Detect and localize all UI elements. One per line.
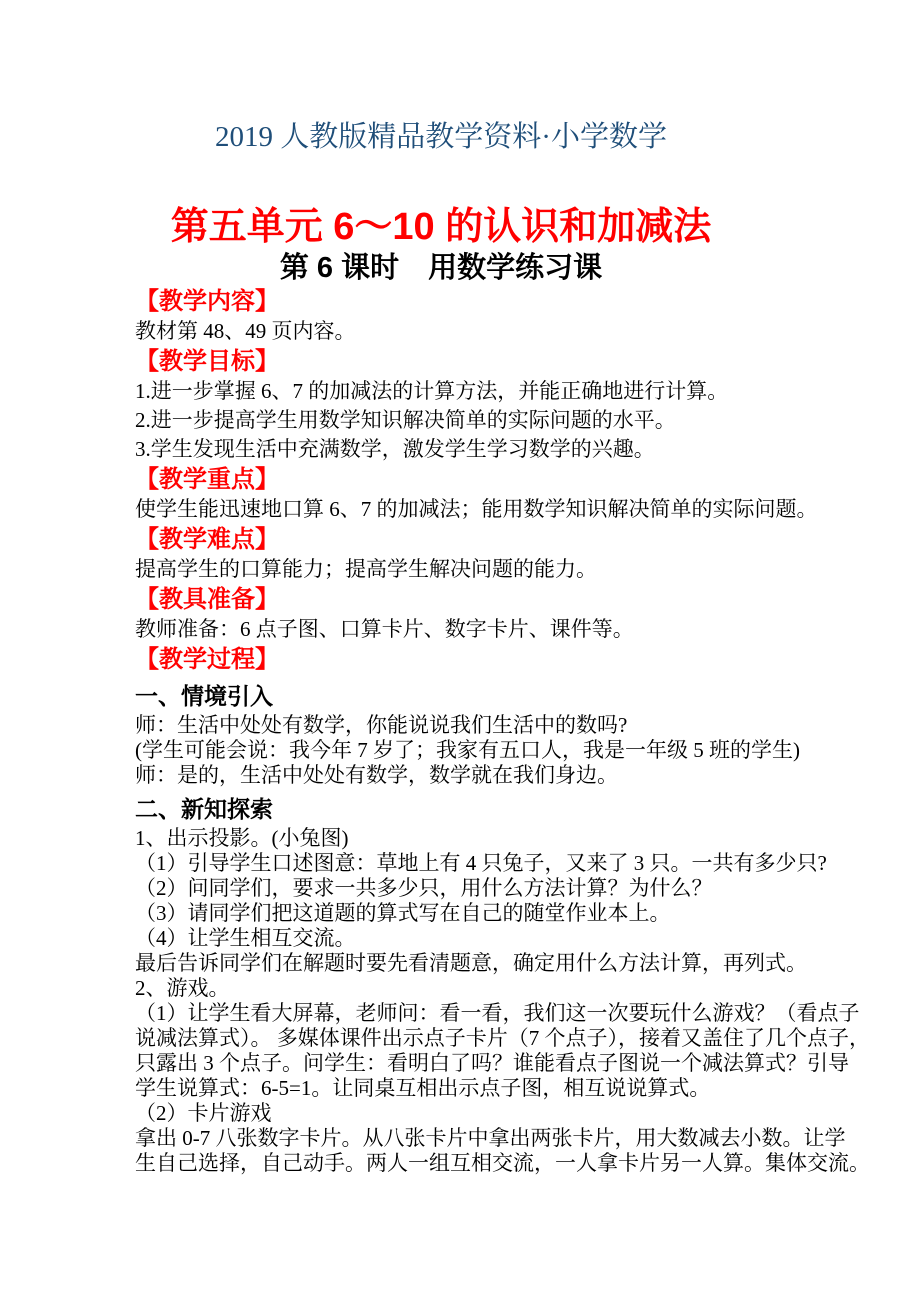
body-line: 3.学生发现生活中充满数学，激发学生学习数学的兴趣。 [135, 437, 655, 461]
body-line: （2）卡片游戏 [135, 1101, 272, 1125]
process-subheading-new-knowledge: 二、新知探索 [135, 796, 273, 822]
body-line: 师：生活中处处有数学，你能说说我们生活中的数吗? [135, 713, 628, 737]
body-line: 学生说算式：6-5=1。让同桌互相出示点子图，相互说说算式。 [135, 1076, 711, 1100]
process-part-situation-intro [135, 681, 878, 788]
body-line: （3）请同学们把这道题的算式写在自己的随堂作业本上。 [135, 901, 671, 925]
unit-title: 第五单元 6～10 的认识和加减法 [170, 206, 712, 248]
lesson-subtitle: 第 6 课时 用数学练习课 [279, 252, 603, 284]
body-line: 最后告诉同学们在解题时要先看清题意，确定用什么方法计算，再列式。 [135, 951, 807, 975]
body-line: 教材第 48、49 页内容。 [135, 319, 356, 343]
body-line: (学生可能会说：我今年 7 岁了；我家有五口人，我是一年级 5 班的学生) [135, 738, 800, 762]
body-line: 提高学生的口算能力；提高学生解决问题的能力。 [135, 557, 597, 581]
process-subheading-situation-intro: 一、情境引入 [135, 683, 273, 709]
body-line: 拿出 0-7 八张数字卡片。从八张卡片中拿出两张卡片，用大数减去小数。让学 [135, 1126, 846, 1150]
section-heading-teaching-content: 【教学内容】 [135, 288, 279, 315]
body-line: 说减法算式）。 多媒体课件出示点子卡片（7 个点子），接着又盖住了几个点子， [135, 1026, 870, 1050]
body-line: （1）引导学生口述图意：草地上有 4 只兔子，又来了 3 只。一共有多少只? [135, 851, 827, 875]
section-teaching-aids [135, 584, 878, 644]
body-line: 2、游戏。 [135, 976, 230, 1000]
body-line: （1）让学生看大屏幕，老师问：看一看，我们这一次要玩什么游戏？（看点子 [135, 1001, 860, 1025]
body-line: 师：是的，生活中处处有数学，数学就在我们身边。 [135, 763, 618, 787]
section-heading-teaching-process: 【教学过程】 [135, 646, 279, 673]
section-heading-teaching-difficulty: 【教学难点】 [135, 526, 279, 553]
section-teaching-goals [135, 346, 878, 464]
body-line: 生自己选择，自己动手。两人一组互相交流，一人拿卡片另一人算。集体交流。 [135, 1151, 870, 1175]
section-teaching-process [135, 644, 878, 675]
section-heading-teaching-focus: 【教学重点】 [135, 466, 279, 493]
section-teaching-content [135, 286, 878, 346]
body-line: 使学生能迅速地口算 6、7 的加减法；能用数学知识解决简单的实际问题。 [135, 497, 818, 521]
document-heading-block [135, 118, 747, 286]
body-line: 1、出示投影。(小兔图) [135, 826, 349, 850]
body-line: 教师准备：6 点子图、口算卡片、数字卡片、课件等。 [135, 617, 634, 641]
body-line: （2）问同学们，要求一共多少只，用什么方法计算？为什么？ [135, 876, 713, 900]
body-line: 只露出 3 个点子。问学生：看明白了吗？谁能看点子图说一个减法算式？引导 [135, 1051, 849, 1075]
section-teaching-difficulty [135, 524, 878, 584]
section-teaching-focus [135, 464, 878, 524]
process-part-new-knowledge [135, 794, 878, 1176]
section-heading-teaching-aids: 【教具准备】 [135, 586, 279, 613]
watermark-header: 2019 人教版精品教学资料·小学数学 [215, 121, 667, 153]
body-line: 2.进一步提高学生用数学知识解决简单的实际问题的水平。 [135, 408, 676, 432]
body-line: 1.进一步掌握 6、7 的加减法的计算方法，并能正确地进行计算。 [135, 379, 729, 403]
section-heading-teaching-goals: 【教学目标】 [135, 348, 279, 375]
body-line: （4）让学生相互交流。 [135, 926, 356, 950]
